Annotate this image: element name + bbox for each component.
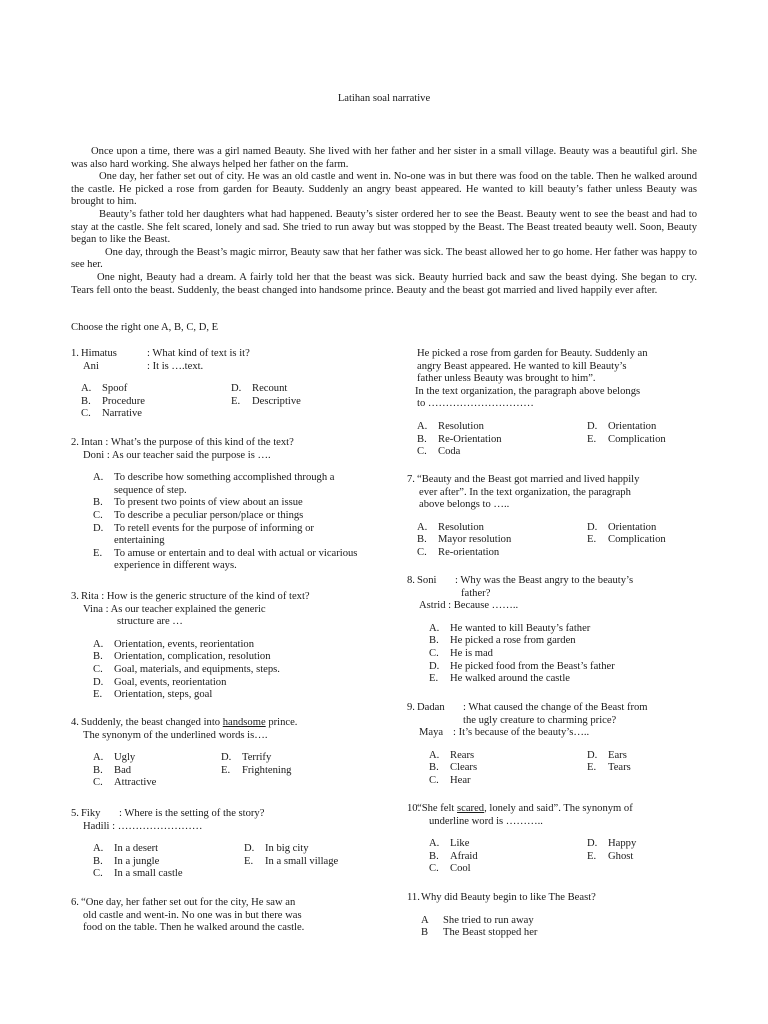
question-text-cont: The synonym of the underlined words is….: [83, 729, 268, 741]
option-a[interactable]: A. Orientation, events, reorientation: [93, 638, 255, 650]
options: [407, 623, 702, 686]
question-text: “Beauty and the Beast got married and lived happily: [417, 474, 640, 485]
options: [407, 838, 702, 876]
answer-text: Doni : As our teacher said the purpose is ….: [83, 449, 271, 461]
option-b[interactable]: B. Clears: [429, 762, 478, 774]
answer-text: : It’s because of the beauty’s…..: [453, 727, 590, 739]
option-e[interactable]: E. Frightening: [221, 764, 292, 776]
option-c[interactable]: C. To describe a peculiar person/place or things: [93, 509, 304, 521]
option-e[interactable]: E. Complication: [587, 534, 666, 546]
option-c[interactable]: C. In a small castle: [93, 868, 183, 880]
question-6-continued: [417, 348, 702, 459]
option-d[interactable]: D. In big city: [244, 843, 309, 855]
option-b[interactable]: B. Mayor resolution: [417, 534, 512, 546]
question-text-line8: to …………………………: [417, 398, 534, 410]
question-11: [407, 892, 702, 940]
question-number: 3.: [71, 591, 79, 602]
underlined-word: scared: [457, 803, 485, 814]
options: [407, 522, 702, 560]
option-b[interactable]: B. Afraid: [429, 850, 478, 862]
question-number: 7.: [407, 474, 415, 485]
option-c[interactable]: C. Attractive: [93, 777, 157, 789]
story-paragraph-4: One day, through the Beast’s magic mirror, Beauty saw that her father was sick. The beast allowed her to go home. Her father was happy to see her.: [71, 246, 697, 271]
option-a[interactable]: A. Resolution: [417, 521, 484, 533]
question-number: 10.: [407, 803, 421, 814]
question-number: 4.: [71, 717, 79, 728]
option-c[interactable]: C. Hear: [429, 774, 471, 786]
options: [417, 421, 702, 459]
option-a[interactable]: A. In a desert: [93, 843, 159, 855]
speaker-name: Dadan: [417, 702, 445, 713]
option-e[interactable]: E. Ghost: [587, 850, 634, 862]
question-text: Why did Beauty begin to like The Beast?: [421, 892, 596, 903]
question-4: [71, 717, 361, 790]
option-a[interactable]: A. Like: [429, 838, 470, 850]
answer-text: Hadili : ……………………: [83, 820, 203, 832]
question-text-line7: In the text organization, the paragraph above belongs: [415, 385, 641, 397]
question-number: 11.: [407, 892, 420, 903]
option-d[interactable]: D. To retell events for the purpose of informing or entertaining: [93, 522, 314, 547]
question-number: 6.: [71, 897, 79, 908]
question-number: 8.: [407, 575, 415, 586]
speaker-name: Fiky: [81, 808, 101, 819]
question-text-end: prince.: [265, 717, 298, 728]
question-text-line5: angry Beast appeared. He wanted to kill Beauty’s: [417, 360, 627, 372]
option-a[interactable]: A. Ugly: [93, 752, 136, 764]
speaker-name: Himatus: [81, 348, 117, 359]
story-paragraph-2: One day, her father set out of city. He was an old castle and went in. No-one was in but there was food on the table. Then he walked around the castle. He picked a rose from garden for Beauty. Suddenly an angry beast appeared. He wanted to kill beauty’s father unless Beauty was brought to him.: [71, 171, 697, 208]
option-d[interactable]: D. Ears: [587, 749, 627, 761]
question-2: [71, 437, 361, 573]
question-text-end: , lonely and said”. The synonym of: [484, 803, 633, 814]
option-a[interactable]: A. Rears: [429, 749, 475, 761]
question-text: “She felt: [417, 803, 458, 814]
question-text: : Why was the Beast angry to the beauty’s: [455, 575, 634, 586]
question-number: 5.: [71, 808, 79, 819]
question-5: [71, 808, 361, 881]
options: [71, 639, 361, 702]
question-text-line2: old castle and went-in. No one was in but there was: [83, 909, 302, 921]
option-d[interactable]: D. Happy: [587, 838, 637, 850]
question-7: [407, 474, 702, 560]
option-d[interactable]: D. Orientation: [587, 420, 657, 432]
question-text: : What kind of text is it?: [147, 348, 250, 359]
options: [407, 750, 702, 788]
option-e[interactable]: E. In a small village: [244, 855, 339, 867]
option-c[interactable]: C. Re-orientation: [417, 546, 500, 558]
options: [71, 472, 361, 573]
question-number: 2.: [71, 437, 79, 448]
story-paragraph-5: One night, Beauty had a dream. A fairly told her that the beast was sick. Beauty hurried back and saw the beast dying. She began to cry. Tears fell onto the beast. Suddenly, the beast changed into handsome prince. Beauty and the beast got married and lived happily ever after.: [71, 271, 697, 296]
page-title: Latihan soal narrative: [337, 93, 431, 104]
instruction: Choose the right one A, B, C, D, E: [71, 322, 219, 333]
question-text: : What caused the change of the Beast from: [463, 702, 648, 713]
option-a[interactable]: A. Spoof: [81, 383, 128, 395]
question-text: Rita : How is the generic structure of the kind of text?: [81, 591, 310, 602]
option-b[interactable]: B. Procedure: [81, 395, 145, 407]
answer-text: Vina : As our teacher explained the generic: [83, 603, 266, 615]
question-8: [407, 575, 702, 686]
question-text-cont: father?: [461, 587, 491, 599]
option-e[interactable]: E. Complication: [587, 433, 666, 445]
question-text-line4: He picked a rose from garden for Beauty. Suddenly an: [417, 348, 648, 359]
question-10: [407, 803, 702, 876]
question-text: “One day, her father set out for the city, He saw an: [81, 897, 296, 908]
options: [71, 383, 361, 421]
question-text-line3: above belongs to …..: [419, 499, 510, 511]
story-paragraph-1: Once upon a time, there was a girl named Beauty. She lived with her father and her sister in a small village. Beauty was a beautiful girl. She was also hard working. She always helped her father on the farm.: [71, 146, 697, 170]
question-text: : Where is the setting of the story?: [119, 808, 265, 819]
question-text-line3: food on the table. Then he walked around the castle.: [83, 922, 305, 934]
option-e[interactable]: E. Descriptive: [231, 395, 301, 407]
story-paragraph-3: Beauty’s father told her daughters what had happened. Beauty’s sister ordered her to see the Beast. Beauty went to see the beast and had to stay at the castle. She felt scared, lonely and sad. She tried to run away but was stopped by the Beast. The Beast treated beauty well. Soon, Beauty began to like the Beast.: [71, 208, 697, 246]
option-c[interactable]: C. Coda: [417, 446, 461, 458]
option-b[interactable]: B. Bad: [93, 764, 132, 776]
option-b[interactable]: B. He picked a rose from garden: [429, 635, 576, 647]
question-text: Intan : What’s the purpose of this kind of the text?: [81, 437, 294, 448]
option-c[interactable]: C. He is mad: [429, 647, 493, 659]
options: [407, 915, 702, 940]
option-a[interactable]: A. To describe how something accomplished through a sequence of step.: [93, 472, 335, 496]
options: [71, 843, 361, 881]
option-b[interactable]: B The Beast stopped her: [421, 927, 538, 939]
question-text: Suddenly, the beast changed into: [81, 717, 223, 728]
option-d[interactable]: D. Recount: [231, 383, 288, 395]
question-9: [407, 702, 702, 788]
option-c[interactable]: C. Goal, materials, and equipments, steps.: [93, 663, 280, 675]
option-d[interactable]: D. Goal, events, reorientation: [93, 676, 227, 688]
question-text-line2: ever after”. In the text organization, the paragraph: [419, 486, 631, 498]
option-d[interactable]: D. He picked food from the Beast’s father: [429, 660, 615, 672]
story-text: [71, 146, 697, 297]
option-e[interactable]: E. Orientation, steps, goal: [93, 689, 213, 701]
question-6: [71, 897, 361, 935]
option-b[interactable]: B. In a jungle: [93, 855, 160, 867]
question-3: [71, 591, 361, 702]
option-b[interactable]: B. To present two points of view about an issue: [93, 497, 303, 509]
answer-text: Astrid : Because ……..: [419, 600, 519, 612]
option-b[interactable]: B. Orientation, complication, resolution: [93, 651, 271, 663]
option-b[interactable]: B. Re-Orientation: [417, 433, 502, 445]
option-c[interactable]: C. Narrative: [81, 408, 142, 420]
question-text-cont: underline word is ………..: [429, 815, 543, 827]
question-text-cont: the ugly creature to charming price?: [463, 714, 617, 726]
option-a[interactable]: A She tried to run away: [421, 914, 534, 926]
underlined-word: handsome: [222, 717, 266, 728]
options: [71, 752, 361, 790]
question-number: 9.: [407, 702, 415, 713]
speaker-name: Soni: [417, 575, 437, 586]
option-e[interactable]: E. He walked around the castle: [429, 673, 571, 685]
option-c[interactable]: C. Cool: [429, 863, 471, 875]
option-e[interactable]: E. Tears: [587, 762, 631, 774]
question-text-line6: father unless Beauty was brought to him”.: [417, 373, 596, 385]
option-a[interactable]: A. Resolution: [417, 420, 484, 432]
answer-text: : It is ….text.: [147, 360, 204, 372]
speaker-name: Ani: [83, 360, 99, 372]
answer-text-cont: structure are …: [117, 616, 183, 628]
option-d[interactable]: D. Terrify: [221, 752, 272, 764]
option-d[interactable]: D. Orientation: [587, 521, 657, 533]
speaker-name: Maya: [419, 727, 444, 739]
question-1: [71, 348, 361, 421]
option-e[interactable]: E. To amuse or entertain and to deal with actual or vicarious experience in different ways.: [93, 547, 358, 572]
question-number: 1.: [71, 348, 79, 359]
option-a[interactable]: A. He wanted to kill Beauty’s father: [429, 622, 591, 634]
